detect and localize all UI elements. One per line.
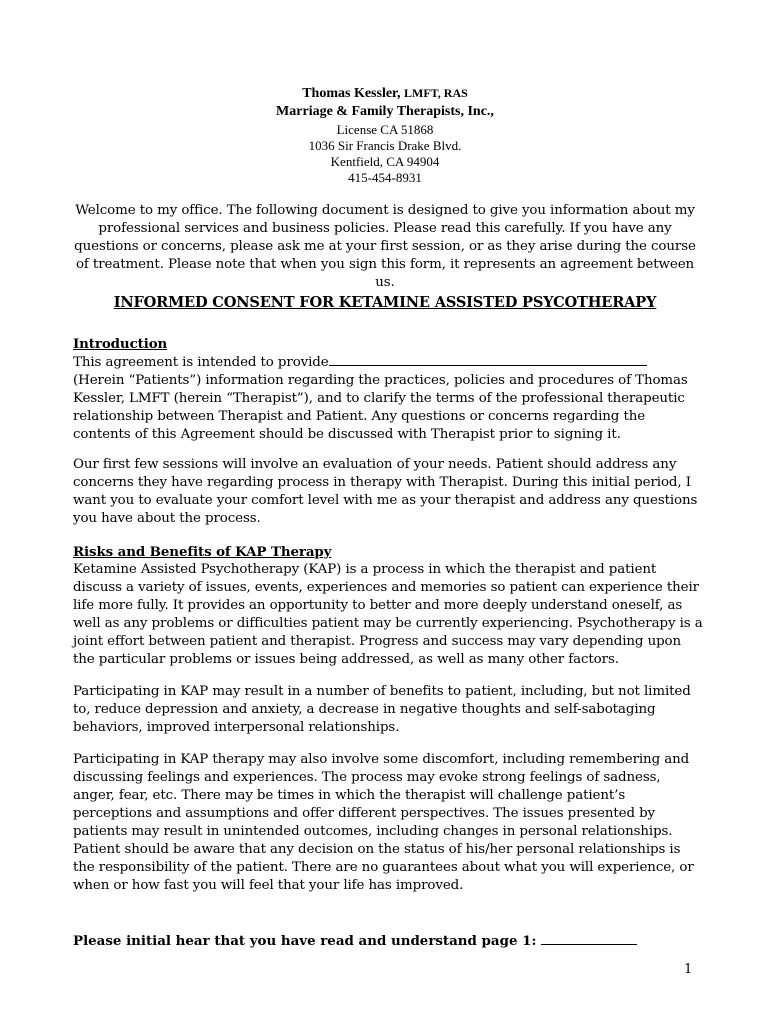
- introduction-heading: Introduction: [73, 336, 168, 352]
- initial-prompt: Please initial hear that you have read and understand page 1:: [73, 933, 537, 949]
- risks-paragraph-3: Participating in KAP therapy may also involve some discomfort, including remembering and discussing feelings and experiences. The process may evoke strong feelings of sadness, anger, fear, etc. There may be times in which the therapist will challenge patient’s perceptions and assumptions and offer different perspectives. The issues presented by patients may result in unintended outcomes, including changes in personal relationships. Patient should be aware that any decision on the status of his/her personal relationships is the responsibility of the patient. There are no guarantees about what you will experience, or when or how fast you will feel that your life has improved.: [73, 752, 694, 893]
- risks-paragraph-1: Ketamine Assisted Psychotherapy (KAP) is a process in which the therapist and patient discuss a variety of issues, events, experiences and memories so patient can experience their life more fully. It provides an opportunity to better and more deeply understand oneself, as well as any problems or difficulties patient may be currently experiencing. Psychotherapy is a joint effort between patient and therapist. Progress and success may vary depending upon the particular problems or issues being addressed, as well as many other factors.: [73, 562, 703, 667]
- therapist-credentials: LMFT, RAS: [404, 86, 468, 100]
- intro-lead-text: This agreement is intended to provide: [73, 355, 329, 370]
- evaluation-paragraph: Our first few sessions will involve an evaluation of your needs. Patient should address any concerns they have regarding process in therapy with Therapist. During this initial period, I want you to evaluate your comfort level with me as your therapist and address any questions you have about the process.: [73, 457, 698, 526]
- city-address: Kentfield, CA 94904: [330, 154, 440, 169]
- intro-lead-line: [73, 353, 703, 372]
- intro-paragraph: (Herein “Patients”) information regarding the practices, policies and procedures of Thomas Kessler, LMFT (herein “Therapist”), and to clarify the terms of the professional therapeutic relationship between Therapist and Patient. Any questions or concerns regarding the contents of this Agreement should be discussed with Therapist prior to signing it.: [73, 373, 688, 442]
- risks-section: [73, 543, 703, 669]
- initial-line: [73, 932, 637, 949]
- introduction-section: [73, 335, 703, 444]
- company-name: Marriage & Family Therapists, Inc.,: [276, 104, 494, 119]
- phone-number: 415-454-8931: [348, 170, 422, 185]
- patient-name-blank[interactable]: [329, 353, 647, 366]
- license-number: License CA 51868: [336, 122, 434, 137]
- welcome-paragraph: Welcome to my office. The following document is designed to give you information about my professional services and business policies. Please read this carefully. If you have any questions or concerns, please ask me at your first session, or as they arise during the course of treatment. Please note that when you sign this form, it represents an agreement between us.: [74, 203, 696, 290]
- header-name-line: [0, 86, 770, 102]
- risks-heading: Risks and Benefits of KAP Therapy: [73, 544, 332, 560]
- street-address: 1036 Sir Francis Drake Blvd.: [308, 138, 462, 153]
- initial-blank[interactable]: [541, 932, 637, 945]
- risks-paragraph-2: Participating in KAP may result in a number of benefits to patient, including, but not limited to, reduce depression and anxiety, a decrease in negative thoughts and self-sabotaging behaviors, improved interpersonal relationships.: [73, 684, 691, 735]
- page-number: 1: [684, 962, 693, 977]
- therapist-name: Thomas Kessler,: [302, 86, 401, 101]
- document-title: INFORMED CONSENT FOR KETAMINE ASSISTED PSYCOTHERAPY: [113, 294, 657, 311]
